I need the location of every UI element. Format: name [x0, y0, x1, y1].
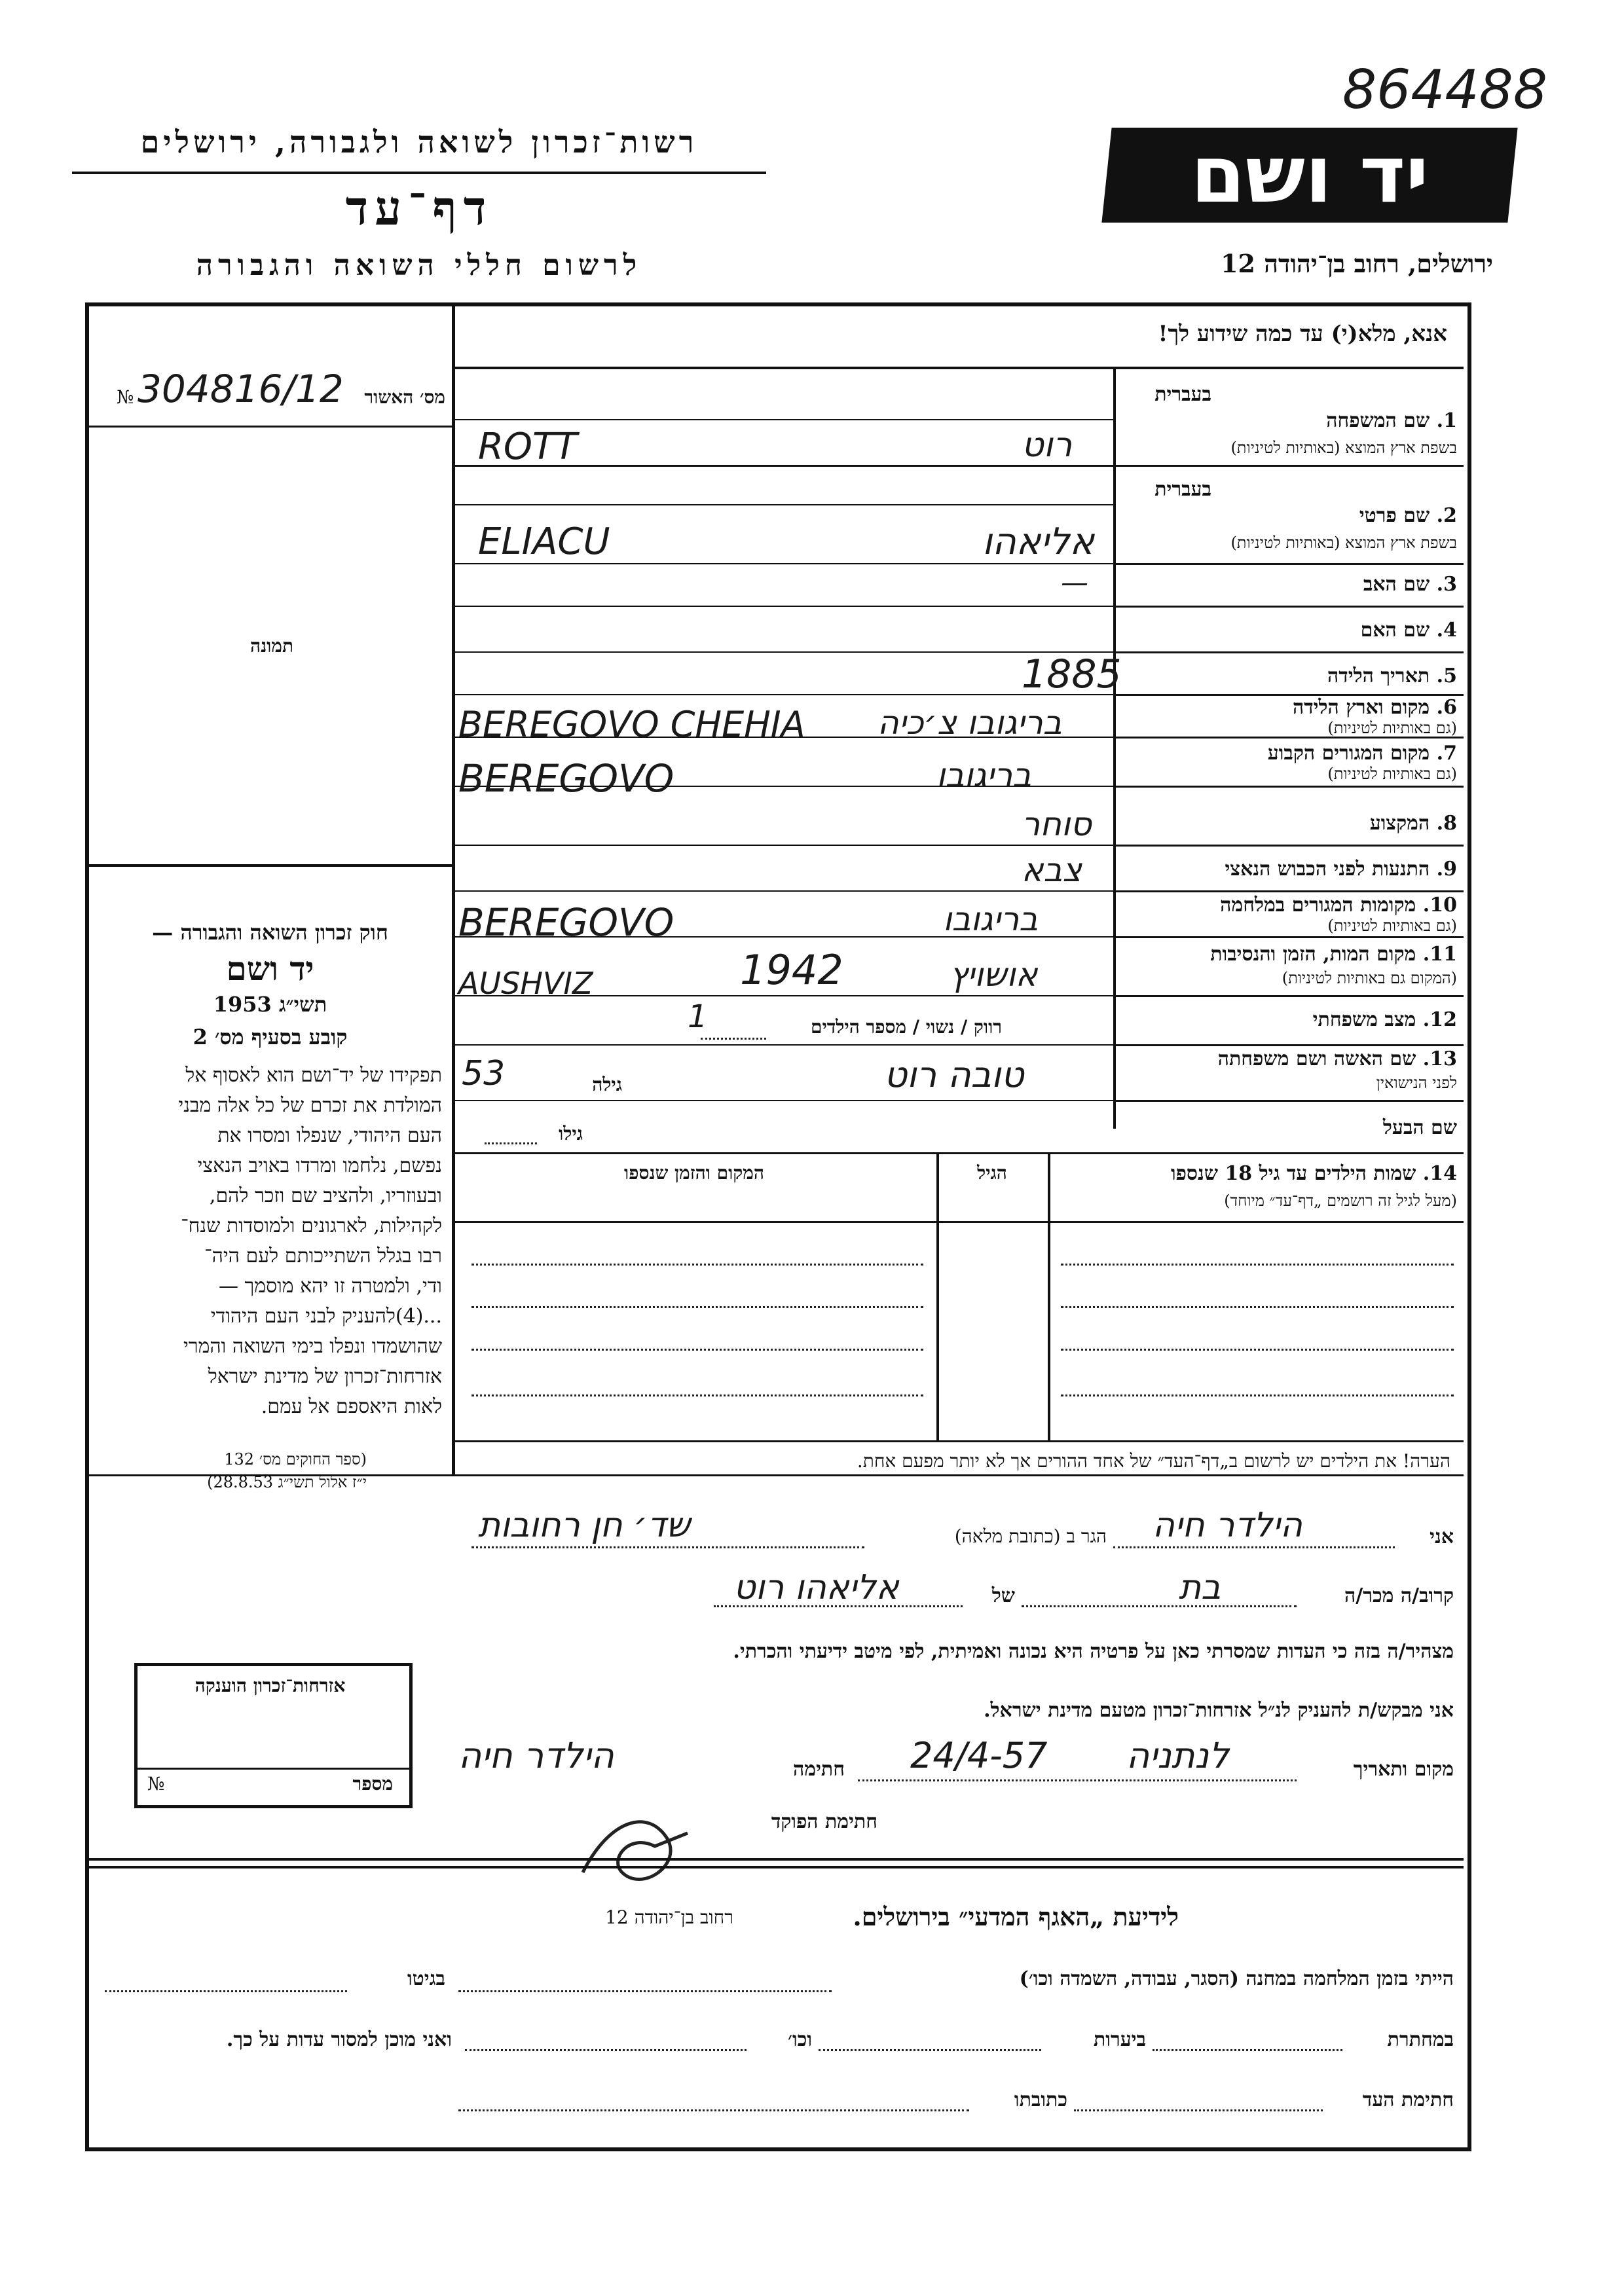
first-name-hebrew: אליאהו: [982, 520, 1095, 563]
bottom-line2c: וכו׳: [788, 2028, 812, 2051]
first-name-latin: ELIACU: [478, 520, 610, 563]
birth-date-value: 1885: [1022, 651, 1122, 697]
archive-number: 864488: [1342, 59, 1548, 121]
institution-name: רשות־זכרון לשואה ולגבורה, ירושלים: [140, 124, 698, 160]
death-year: 1942: [740, 946, 843, 994]
law-source-2: י״ז אלול תשי״ג 28.8.53): [207, 1473, 367, 1491]
of-label: של: [991, 1584, 1015, 1607]
law-year: תשי״ג 1953: [213, 992, 327, 1017]
war-residence-sub: (גם באותיות לטיניות): [1327, 917, 1457, 935]
first-name-label: שם פרטי: [1359, 504, 1430, 527]
institution-address: ירושלים, רחוב בן־יהודה 12: [1221, 249, 1493, 278]
place-value: לנתניה: [1126, 1735, 1229, 1776]
date-value: 24/4-57: [910, 1735, 1048, 1776]
of-value: אליאהו רוט: [733, 1568, 899, 1607]
label-death: 11. מקום המות, הזמן והנסיבות: [1210, 943, 1457, 966]
death-hebrew: אושויץ: [950, 956, 1038, 994]
instruction: אנא, מלא(י) עד כמה שידוע לך!: [1158, 321, 1447, 347]
residence-sub: (גם באותיות לטיניות): [1327, 765, 1457, 783]
birth-place-latin: BEREGOVO CHEHIA: [458, 704, 805, 745]
num-1: 1.: [1436, 409, 1457, 432]
bottom-line2a: במחתרת: [1387, 2028, 1454, 2051]
signature-label: חתימה: [793, 1758, 845, 1781]
bottom-heading: לידיעת „האגף המדעי״ בירושלים.: [853, 1902, 1179, 1931]
first-name-sub: בשפת ארץ המוצא (באותיות לטיניות): [1230, 534, 1457, 552]
declaration-text: מצהיר/ה בזה כי העדות שמסרתי כאן על פרטיה היא נכונה ואמיתית, לפי מיטב ידיעתי והכרתי.: [733, 1640, 1454, 1663]
profession-value: סוחר: [1022, 805, 1092, 843]
citizenship-no: №: [147, 1773, 165, 1795]
relation-value: בת: [1179, 1568, 1221, 1607]
declarant-name: הילדר חיה: [1153, 1506, 1302, 1545]
spouse-age-value: 53: [462, 1054, 506, 1093]
label-marital: 12. מצב משפחתי: [1312, 1008, 1457, 1031]
label-hebrew-2: בעברית: [1154, 478, 1211, 501]
label-mother: 4. שם האם: [1360, 619, 1457, 642]
bottom-line3b: כתובתו: [1014, 2088, 1067, 2111]
signature-scribble-icon: [570, 1794, 701, 1899]
bottom-line2d: ואני מוכן למסור עדות על כך.: [226, 2028, 452, 2051]
citizenship-number-label: מספר: [352, 1773, 393, 1795]
children-col-place: המקום והזמן שנספו: [624, 1162, 764, 1184]
family-name-sub: בשפת ארץ המוצא (באותיות לטיניות): [1230, 439, 1457, 457]
spouse-value: טובה רוט: [884, 1054, 1024, 1095]
residence-latin: BEREGOVO: [458, 756, 674, 801]
birth-place-sub: (גם באותיות לטיניות): [1327, 719, 1457, 737]
children-col-age: הגיל: [977, 1162, 1007, 1184]
declarant-address: שד׳ חן רחובות: [478, 1506, 690, 1545]
death-latin: AUSHVIZ: [458, 966, 593, 1001]
war-residence-hebrew: בריגובו: [943, 900, 1039, 938]
family-name-hebrew: רוט: [1022, 426, 1073, 465]
approval-number: 304816/12: [138, 367, 344, 411]
father-value: —: [1061, 566, 1088, 598]
label-spouse: 13. שם האשה ושם משפחתה: [1217, 1048, 1457, 1070]
relative-label: קרוב/ה מכר/ה: [1344, 1584, 1454, 1607]
family-name-latin: ROTT: [478, 426, 578, 468]
label-residence: 7. מקום המגורים הקבוע: [1267, 742, 1457, 765]
label-birth-place: 6. מקום וארץ הלידה: [1292, 696, 1457, 719]
bottom-line1a: הייתי בזמן המלחמה במחנה (הסגר, עבודה, השמדה וכו׳): [1019, 1967, 1454, 1990]
death-sub: (המקום גם באותיות לטיניות): [1282, 969, 1457, 987]
citizenship-title: אזרחות־זכרון הוענקה: [194, 1675, 346, 1696]
law-source-1: (ספר החוקים מס׳ 132: [224, 1450, 367, 1468]
children-count: 1: [688, 998, 708, 1035]
label-husband: שם הבעל: [1382, 1116, 1457, 1139]
law-paragraph: תפקידו של יד־ושם הוא לאסוף אל המולדת את זכרם של כל אלה מבני העם היהודי, שנפלו ומסרו את נפשם, נלחמו ומרדו באויב הנאצי ובעוזריו, ולהציב שם וזכר להם, לקהילות, לארגונים ולמוסדות שנח־ רבו בגלל השתייכותם לעם היה־ ודי, ולמטרה זו יהא מוסמך — ...(4)להעניק לבני העם היהודי שהושמדו ונפלו בימי השואה והמרי אזרחות־זכרון של מדינת ישראל לאות היאספם אל עמם.: [178, 1064, 442, 1418]
label-first-name: [1126, 504, 1457, 527]
law-clause: קובע בסעיף מס׳ 2: [193, 1025, 348, 1049]
children-label: 14. שמות הילדים עד גיל 18 שנספו: [1170, 1162, 1457, 1185]
logo-text: יד ושם: [1190, 130, 1429, 221]
label-father: 3. שם האב: [1363, 573, 1457, 596]
signature-value: הילדר חיה: [458, 1735, 614, 1776]
form-title: דף־עד: [345, 180, 493, 236]
label-status-before: 9. התנעות לפני הכבוש הנאצי: [1225, 858, 1457, 881]
officer-signature-icon: [570, 1794, 701, 1901]
label-profession: 8. המקצוע: [1369, 812, 1457, 835]
bottom-address: רחוב בן־יהודה 12: [605, 1906, 733, 1928]
label-family-name: [1126, 409, 1457, 432]
place-date-label: מקום ותאריך: [1353, 1758, 1454, 1781]
husband-age-label: גילו: [559, 1123, 583, 1144]
spouse-sub: לפני הנישואין: [1376, 1074, 1457, 1092]
label-birth-date: 5. תאריך הלידה: [1327, 665, 1457, 687]
marital-options: רווק / נשוי / מספר הילדים: [810, 1016, 1002, 1038]
request-text: אני מבקש/ת להעניק לנ״ל אזרחות־זכרון מטעם מדינת ישראל.: [984, 1699, 1454, 1722]
label-war-residence: 10. מקומות המגורים במלחמה: [1220, 894, 1457, 917]
num-2: 2.: [1436, 504, 1457, 527]
residence-hebrew: בריגובו: [936, 756, 1032, 794]
approval-label: מס׳ האשור: [364, 386, 445, 408]
law-title: חוק זכרון השואה והגבורה —: [152, 920, 388, 945]
bottom-line3a: חתימת העד: [1362, 2088, 1454, 2111]
bottom-line2b: ביערות: [1093, 2028, 1146, 2051]
war-residence-latin: BEREGOVO: [458, 900, 674, 945]
officer-label: חתימת הפוקד: [771, 1810, 877, 1833]
declarant-i-label: אני: [1430, 1525, 1454, 1548]
label-hebrew-1: בעברית: [1154, 383, 1211, 406]
declarant-lives-label: הגר ב (כתובת מלאה): [954, 1525, 1107, 1547]
status-before-value: צבא: [1022, 851, 1082, 889]
birth-place-hebrew: בריגובו צ׳כיה: [877, 704, 1062, 742]
approval-prefix: №: [117, 386, 134, 408]
children-note: הערה! את הילדים יש לרשום ב„דף־העד״ של אחד ההורים אך לא יותר מפעם אחת.: [857, 1450, 1450, 1472]
law-name: יד ושם: [226, 949, 314, 988]
bottom-line1b: בגיטו: [407, 1967, 445, 1990]
form-subtitle: לרשום חללי השואה והגבורה: [196, 249, 642, 282]
photo-label: תמונה: [249, 635, 294, 657]
children-sub: (מעל לגיל זה רושמים „דף־עד״ מיוחד): [1224, 1192, 1457, 1210]
family-name-label: שם המשפחה: [1326, 409, 1430, 432]
spouse-age-label: גילה: [592, 1074, 622, 1095]
